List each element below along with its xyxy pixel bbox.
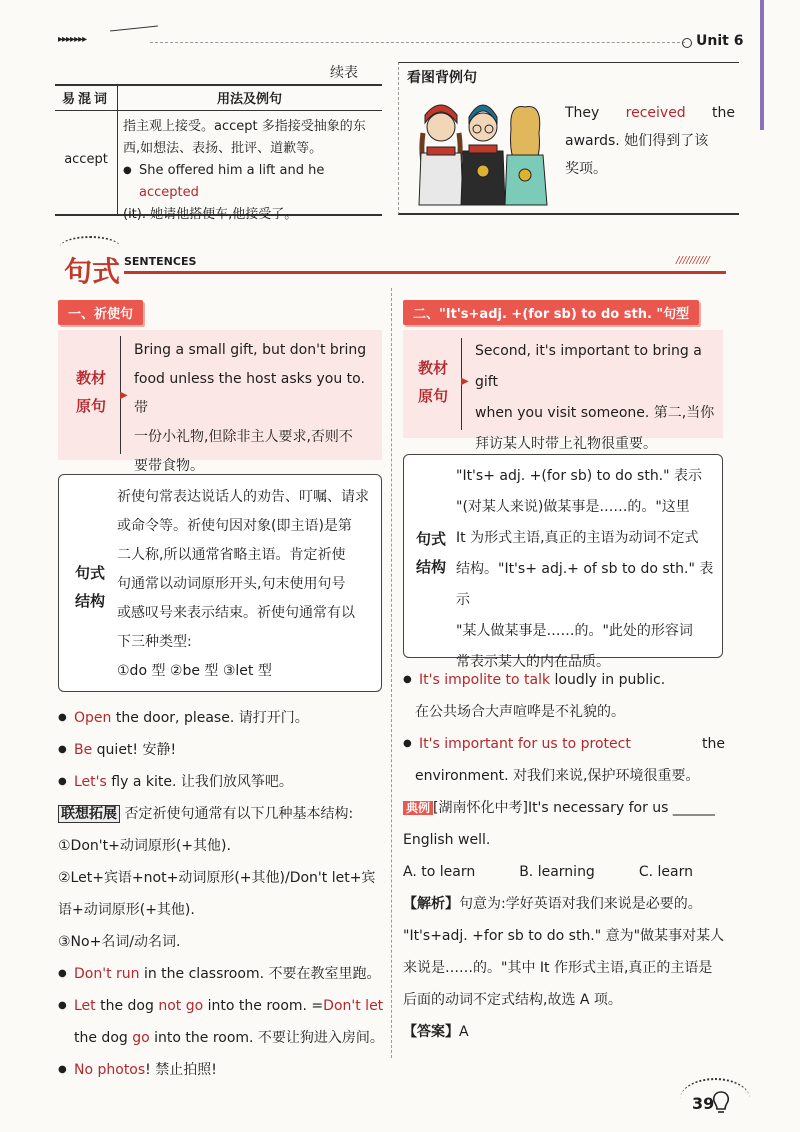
option-c: C. learn	[638, 864, 693, 880]
column-divider	[391, 288, 392, 1058]
structure-label: 句式 结构	[415, 530, 446, 576]
right-structure-box	[403, 454, 723, 670]
col-header-usage: 用法及例句	[216, 92, 282, 107]
rule-line: ③No+名词/动名词.	[58, 934, 181, 950]
left-section-tab: 一、祈使句	[58, 300, 143, 325]
right-structure-text: "It's+ adj. +(for sb) to do sth." 表示 "(对某人来说)做某事是……的。"这里 It 为形式主语,真正的主语为动词不定式 结构。"It's+ adj.+ of sb to do sth." 表示 "某人做某事是……的。"此处的形容词 常表示某人的内在品质。	[456, 468, 714, 670]
vocab-table	[55, 84, 382, 222]
header-line	[110, 25, 158, 31]
page-number: 39	[692, 1094, 715, 1113]
typical-question: 典例 [湖南怀化中考]It's necessary for us ______	[403, 792, 725, 824]
left-source-text: Bring a small gift, but don't bring food unless the host asks you to. 带 一份小礼物,但除非主人要求,否则不 要带食物。	[134, 342, 367, 474]
section-slashes: //////////	[676, 255, 710, 266]
usage-line: 西,如想法、表扬、批评、道歉等。	[123, 141, 323, 156]
col-divider	[117, 86, 118, 214]
analysis: 【解析】句意为:学好英语对我们来说是必要的。	[403, 896, 702, 912]
option-a: A. to learn	[403, 864, 476, 880]
picture-box	[398, 62, 739, 215]
right-examples	[403, 664, 725, 1048]
option-b: B. learning	[519, 864, 595, 880]
header-rule	[150, 42, 685, 43]
unit-label: Unit 6	[696, 33, 744, 49]
caption-line: awards. 她们得到了该	[565, 133, 709, 149]
section-title: 句式	[64, 255, 121, 288]
table-continued: 续表	[330, 65, 358, 81]
left-source-box	[58, 330, 382, 474]
right-source-box	[403, 330, 723, 452]
source-arrow: ▶	[120, 390, 128, 401]
header-arrows: ▸▸▸▸▸▸▸	[58, 34, 87, 45]
example-item-cont: the dog go into the room. 不要让狗进入房间。	[74, 1030, 384, 1046]
rule-line: ②Let+宾语+not+动词原形(+其他)/Don't let+宾	[58, 870, 376, 886]
section-subtitle: SENTENCES	[124, 255, 197, 268]
source-arrow: ▶	[461, 376, 469, 387]
example-translation: environment. 对我们来说,保护环境很重要。	[415, 768, 700, 784]
source-label: 教材 原句	[75, 369, 106, 415]
three-people-illustration	[413, 93, 553, 208]
left-structure-box	[58, 474, 382, 692]
structure-label: 句式 结构	[74, 564, 105, 610]
left-structure-text: 祈使句常表达说话人的劝告、叮嘱、请求 或命令等。祈使句因对象(即主语)是第 二人称,所以通常省略主语。肯定祈使 句通常以动词原形开头,句末使用句号 或感叹号来表示结束。祈使句通常有以 下三种类型: ①do 型 ②be 型 ③let 型	[117, 489, 369, 679]
picture-caption	[565, 99, 735, 183]
example-item: ● Let the dog not go into the room. =Don't let	[58, 990, 388, 1022]
example-item: ● Let's fly a kite. 让我们放风筝吧。	[58, 766, 388, 798]
table-header-row	[55, 86, 382, 111]
analysis-line: 来说是……的。"其中 It 作形式主语,真正的主语是	[403, 960, 713, 976]
right-source-text: Second, it's important to bring a gift when you visit someone. 第二,当你 拜访某人时带上礼物很重要。	[475, 343, 715, 452]
example-item: ● Open the door, please. 请打开门。	[58, 702, 388, 734]
answer: 【答案】A	[403, 1024, 469, 1040]
typical-question-cont: English well.	[403, 832, 491, 848]
right-section-tab: 二、"It's+adj. +(for sb) to do sth. "句型	[403, 300, 699, 325]
analysis-line: 后面的动词不定式结构,故选 A 项。	[403, 992, 622, 1008]
options-row	[403, 856, 725, 888]
example-translation: 在公共场合大声喧哗是不礼貌的。	[415, 704, 625, 720]
usage-line: 指主观上接受。accept 多指接受抽象的东	[123, 119, 366, 134]
example-item: ● Be quiet! 安静!	[58, 734, 388, 766]
caption-line: 奖项。	[565, 161, 607, 177]
picture-box-title: 看图背例句	[407, 70, 477, 86]
rule-line: 语+动词原形(+其他).	[58, 902, 195, 918]
table-word: accept	[64, 152, 108, 167]
source-label: 教材 原句	[417, 359, 448, 405]
table-example: ● She offered him a lift and he accepted	[123, 160, 381, 204]
rule-line: ①Don't+动词原形(+其他).	[58, 838, 231, 854]
col-header-word: 易混词	[61, 92, 110, 107]
analysis-line: "It's+adj. +for sb to do sth." 意为"做某事对某人	[403, 928, 725, 944]
example-item: ● No photos! 禁止拍照!	[58, 1054, 388, 1086]
section-rule	[124, 271, 726, 274]
extend-note: 联想拓展 否定祈使句通常有以下几种基本结构:	[58, 798, 388, 830]
header-dot	[682, 38, 692, 48]
left-examples	[58, 702, 388, 1086]
example-item: ● It's important for us to protect the	[403, 728, 725, 760]
example-item: ● It's impolite to talk loudly in public.	[403, 664, 725, 696]
example-item: ● Don't run in the classroom. 不要在教室里跑。	[58, 958, 388, 990]
table-usage	[123, 116, 381, 226]
caption-line: They received the	[565, 105, 735, 121]
edge-mark	[760, 0, 764, 130]
example-line: (it). 她请他搭便车,他接受了。	[123, 207, 298, 222]
lightbulb-icon	[712, 1090, 730, 1116]
